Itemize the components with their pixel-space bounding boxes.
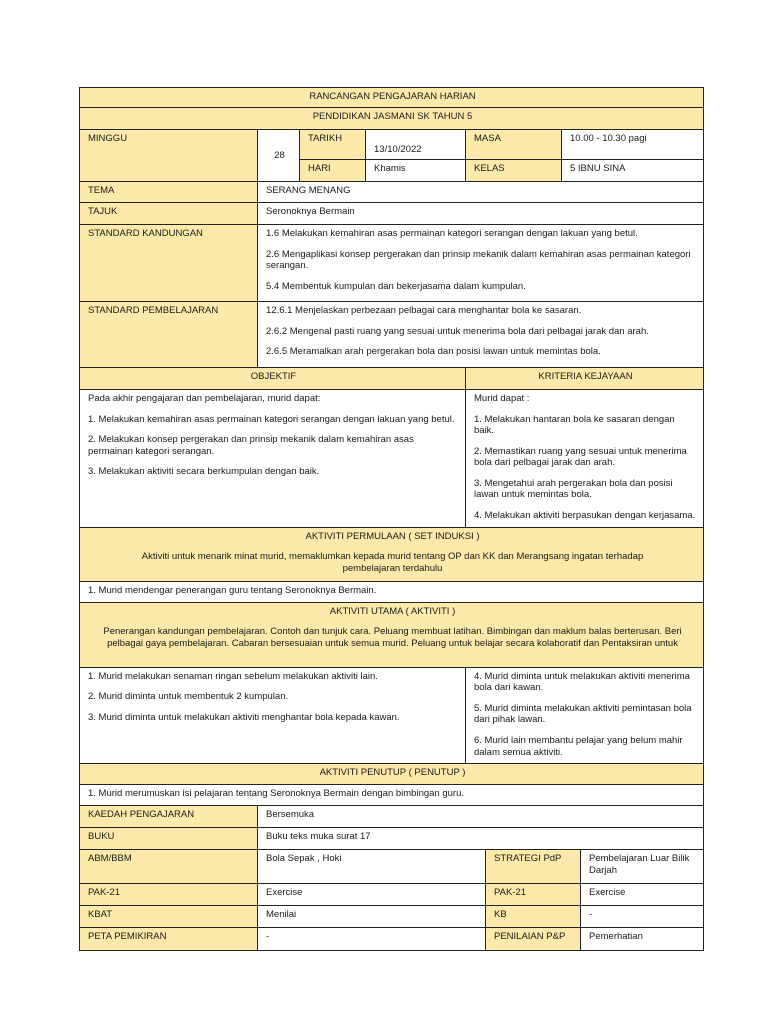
aktiviti-utama-item: 5. Murid diminta melakukan aktiviti pemintasan bola dari pihak lawan. (474, 702, 692, 726)
objektif-header: OBJEKTIF (80, 368, 466, 390)
standard-pembelajaran-item: 2.6.2 Mengenal pasti ruang yang sesuai untuk menerima bola dari pelbagai jarak dan arah. (266, 325, 649, 337)
standard-kandungan-item: 1.6 Melakukan kemahiran asas permainan kategori serangan dengan lakuan yang betul. (266, 228, 638, 239)
aktiviti-utama-section (80, 602, 704, 667)
peta-pemikiran-value: - (258, 928, 486, 951)
standard-pembelajaran-item: 12.6.1 Menjelaskan perbezaan pelbagai cara menghantar bola ke sasaran. (266, 305, 582, 316)
aktiviti-utama-item: 2. Murid diminta untuk membentuk 2 kumpulan. (88, 691, 289, 703)
aktiviti-utama-item: 4. Murid diminta untuk melakukan aktiviti menerima bola dari kawan. (474, 670, 690, 694)
minggu-label: MINGGU (80, 130, 258, 182)
abm-value: Bola Sepak , Hoki (258, 850, 486, 884)
strategi-label: STRATEGI PdP (486, 850, 581, 884)
standard-kandungan-label: STANDARD KANDUNGAN (80, 225, 258, 302)
aktiviti-permulaan-title: AKTIVITI PERMULAAN ( SET INDUKSI ) (305, 530, 480, 542)
kriteria-item: 3. Mengetahui arah pergerakan bola dan posisi lawan untuk memintas bola. (474, 477, 673, 501)
standard-kandungan-list (258, 225, 704, 302)
kb-value: - (581, 906, 704, 928)
standard-pembelajaran-list (258, 302, 704, 368)
aktiviti-utama-item: 6. Murid lain membantu pelajar yang belum mahir dalam semua aktiviti. (474, 734, 683, 758)
rph-table (79, 87, 704, 951)
tema-value: SERANG MENANG (258, 182, 704, 203)
penilaian-value: Pemerhatian (581, 928, 704, 951)
pak21-value-2: Exercise (581, 884, 704, 906)
kb-label: KB (486, 906, 581, 928)
kbat-label: KBAT (80, 906, 258, 928)
pak21-label-2: PAK-21 (486, 884, 581, 906)
pak21-label: PAK-21 (80, 884, 258, 906)
tarikh-label: TARIKH (300, 130, 366, 160)
aktiviti-utama-desc: Penerangan kandungan pembelajaran. Contoh dan tunjuk cara. Peluang membuat latihan. Bimbingan dan maklum balas berterusan. Beri pelbagai gaya pembelajaran. Cabaran bersesuaian untuk semua murid. Peluang untuk belajar secara kolaboratif dan Pentaksiran untuk (103, 626, 682, 649)
objektif-item: 3. Melakukan aktiviti secara berkumpulan dengan baik. (88, 466, 320, 478)
tema-label: TEMA (80, 182, 258, 203)
standard-pembelajaran-item: 2.6.5 Meramalkan arah pergerakan bola dan posisi lawan untuk memintas bola. (266, 346, 601, 358)
kelas-label: KELAS (466, 160, 562, 182)
objektif-intro: Pada akhir pengajaran dan pembelajaran, murid dapat: (88, 393, 321, 404)
hari-label: HARI (300, 160, 366, 182)
buku-value: Buku teks muka surat 17 (258, 828, 704, 850)
standard-kandungan-item: 5.4 Membentuk kumpulan dan bekerjasama dalam kumpulan. (266, 280, 526, 292)
aktiviti-permulaan-desc: Aktiviti untuk menarik minat murid, memaklumkan kepada murid tentang OP dan KK dan Merangsang ingatan terhadap pembelajaran terdahulu (141, 551, 644, 574)
kriteria-item: 2. Memastikan ruang yang sesuai untuk menerima bola dari pelbagai jarak dan arah. (474, 445, 687, 469)
aktiviti-penutup-item: 1. Murid merumuskan isi pelajaran tentang Seronoknya Bermain dengan bimbingan guru. (80, 785, 704, 806)
aktiviti-utama-item: 1. Murid melakukan senaman ringan sebelum melakukan aktiviti lain. (88, 670, 378, 682)
aktiviti-utama-right (466, 667, 704, 763)
objektif-item: 1. Melakukan kemahiran asas permainan kategori serangan dengan lakuan yang betul. (88, 413, 455, 425)
buku-label: BUKU (80, 828, 258, 850)
strategi-value: Pembelajaran Luar Bilik Darjah (581, 850, 704, 884)
hari-value: Khamis (366, 160, 466, 182)
aktiviti-penutup-title: AKTIVITI PENUTUP ( PENUTUP ) (80, 764, 704, 785)
aktiviti-utama-left (80, 667, 466, 763)
kriteria-item: 4. Melakukan aktiviti berpasukan dengan kerjasama. (474, 510, 696, 522)
kriteria-body (466, 390, 704, 528)
aktiviti-utama-title: AKTIVITI UTAMA ( AKTIVITI ) (329, 605, 456, 617)
objektif-body (80, 390, 466, 528)
objektif-item: 2. Melakukan konsep pergerakan dan prinsip mekanik dalam kemahiran asas permainan kategori serangan. (88, 434, 414, 457)
plan-title: RANCANGAN PENGAJARAN HARIAN (80, 88, 704, 108)
kriteria-item: 1. Melakukan hantaran bola ke sasaran dengan baik. (474, 413, 675, 437)
kaedah-value: Bersemuka (258, 806, 704, 828)
pak21-value: Exercise (258, 884, 486, 906)
standard-kandungan-item: 2.6 Mengaplikasi konsep pergerakan dan prinsip mekanik dalam kemahiran asas permainan kategori serangan. (266, 248, 691, 272)
aktiviti-permulaan-section (80, 527, 704, 581)
penilaian-label: PENILAIAN P&P (486, 928, 581, 951)
peta-pemikiran-label: PETA PEMIKIRAN (80, 928, 258, 951)
tarikh-value: 13/10/2022 (366, 130, 466, 160)
kelas-value: 5 IBNU SINA (562, 160, 704, 182)
subject-title: PENDIDIKAN JASMANI SK TAHUN 5 (80, 108, 704, 130)
tajuk-label: TAJUK (80, 203, 258, 225)
kaedah-label: KAEDAH PENGAJARAN (80, 806, 258, 828)
masa-label: MASA (466, 130, 562, 160)
masa-value: 10.00 - 10.30 pagi (562, 130, 704, 160)
aktiviti-permulaan-item: 1. Murid mendengar penerangan guru tentang Seronoknya Bermain. (80, 581, 704, 602)
tajuk-value: Seronoknya Bermain (258, 203, 704, 225)
aktiviti-utama-item: 3. Murid diminta untuk melakukan aktiviti menghantar bola kepada kawan. (88, 711, 400, 723)
kbat-value: Menilai (258, 906, 486, 928)
kriteria-header: KRITERIA KEJAYAAN (466, 368, 704, 390)
kriteria-intro: Murid dapat : (474, 393, 530, 404)
standard-pembelajaran-label: STANDARD PEMBELAJARAN (80, 302, 258, 368)
minggu-value: 28 (258, 130, 300, 182)
abm-label: ABM/BBM (80, 850, 258, 884)
